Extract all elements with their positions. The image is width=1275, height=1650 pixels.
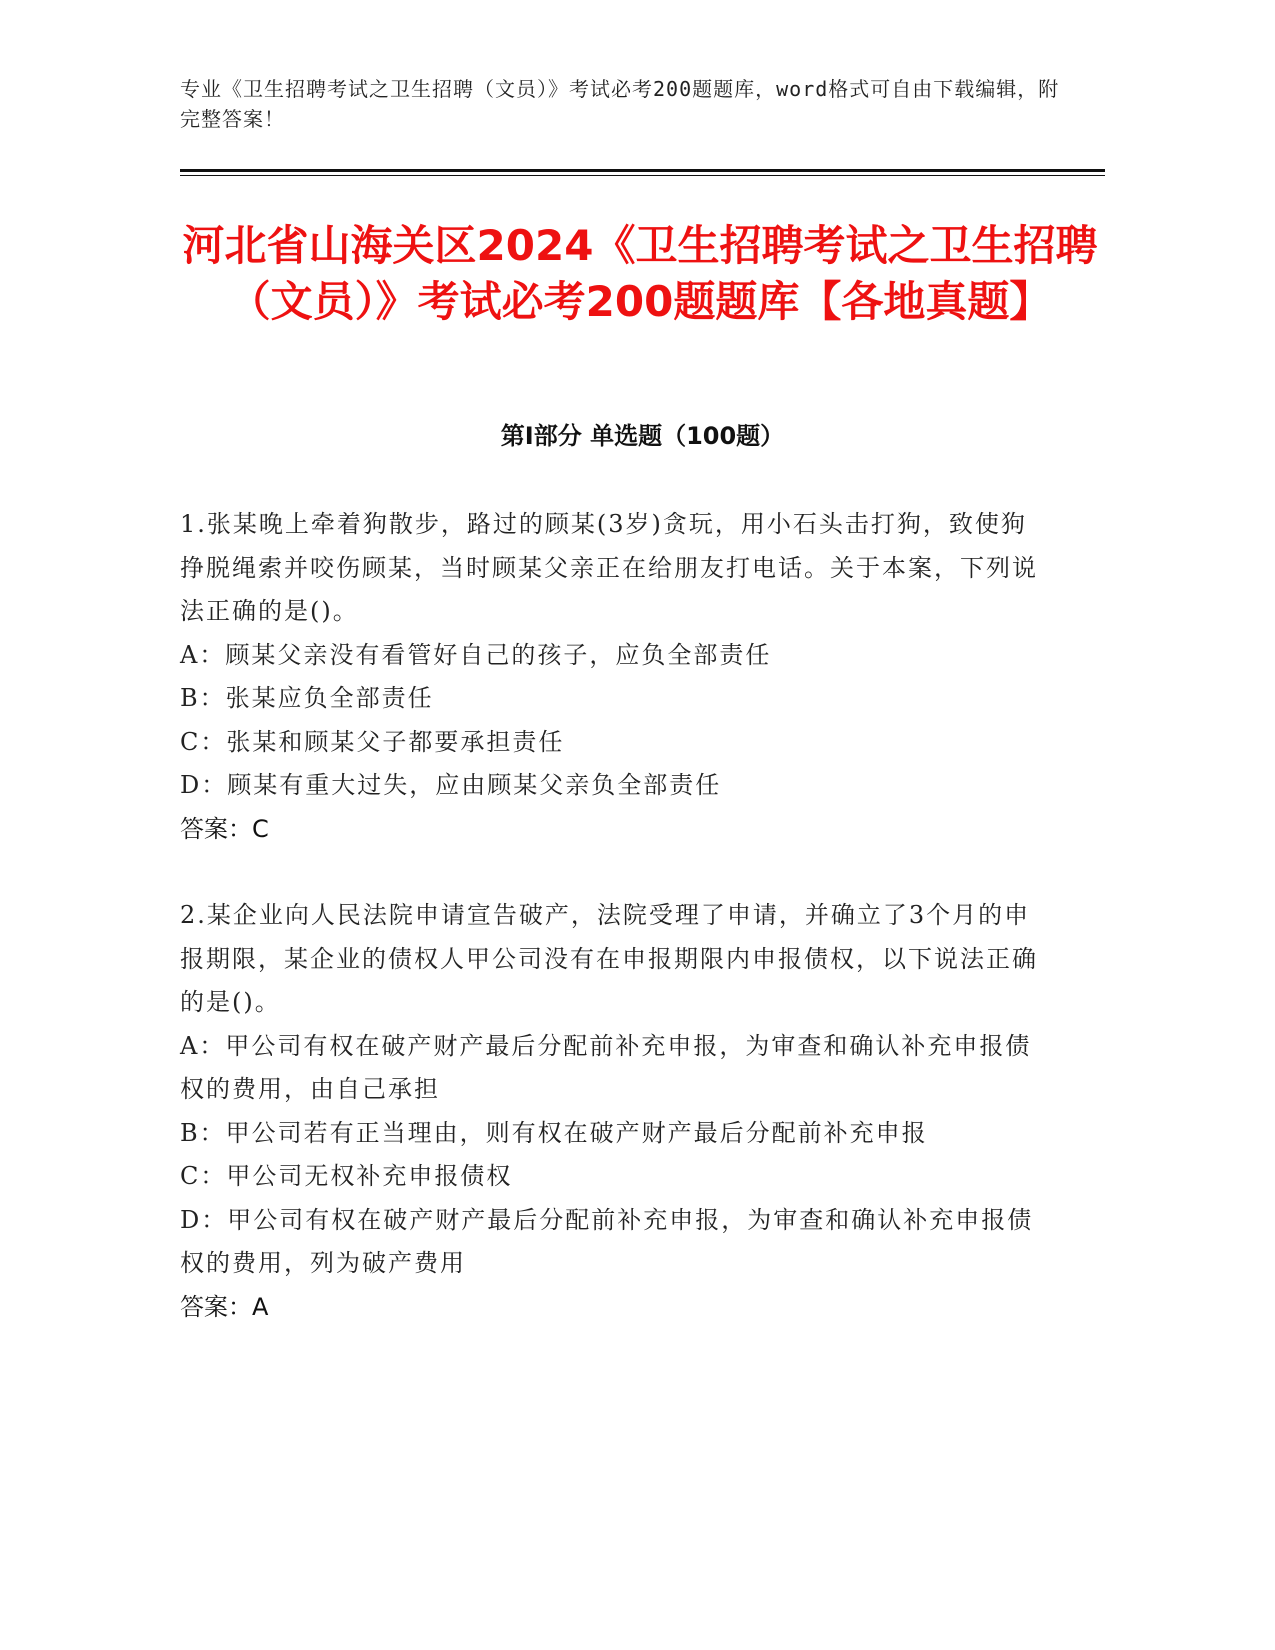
option-b: B：张某应负全部责任 bbox=[180, 684, 434, 712]
option-a: A：顾某父亲没有看管好自己的孩子，应负全部责任 bbox=[180, 640, 772, 669]
question-stem: 1.张某晚上牵着狗散步，路过的顾某(3岁)贪玩，用小石头击打狗，致使狗挣脱绳索并咬伤顾某，当时顾某父亲正在给朋友打电话。关于本案，下列说法正确的是()。 bbox=[180, 510, 1038, 625]
question-2 bbox=[180, 894, 1050, 1329]
document-title: 河北省山海关区2024《卫生招聘考试之卫生招聘（文员）》考试必考200题题库【各地真题】 bbox=[182, 221, 1098, 326]
option-c: C：甲公司无权补充申报债权 bbox=[180, 1162, 513, 1190]
question-stem: 2.某企业向人民法院申请宣告破产，法院受理了申请，并确立了3个月的申报期限，某企业的债权人甲公司没有在申报期限内申报债权，以下说法正确的是()。 bbox=[180, 901, 1038, 1016]
answer: 答案：C bbox=[180, 814, 269, 843]
section-heading: 第Ⅰ部分 单选题（100题） bbox=[500, 422, 785, 450]
header-rule-thin bbox=[180, 175, 1105, 176]
answer: 答案：A bbox=[180, 1292, 269, 1321]
option-b: B：甲公司若有正当理由，则有权在破产财产最后分配前补充申报 bbox=[180, 1118, 928, 1147]
option-d: D：顾某有重大过失，应由顾某父亲负全部责任 bbox=[180, 771, 722, 799]
option-c: C：张某和顾某父子都要承担责任 bbox=[180, 727, 565, 756]
header-note: 专业《卫生招聘考试之卫生招聘（文员）》考试必考200题题库，word格式可自由下载编辑，附完整答案！ bbox=[180, 77, 1060, 131]
option-a: A：甲公司有权在破产财产最后分配前补充申报，为审查和确认补充申报债权的费用，由自己承担 bbox=[180, 1031, 1032, 1103]
header-rule-thick bbox=[180, 169, 1105, 172]
option-d: D：甲公司有权在破产财产最后分配前补充申报，为审查和确认补充申报债权的费用，列为破产费用 bbox=[180, 1205, 1034, 1277]
question-1 bbox=[180, 503, 1050, 851]
